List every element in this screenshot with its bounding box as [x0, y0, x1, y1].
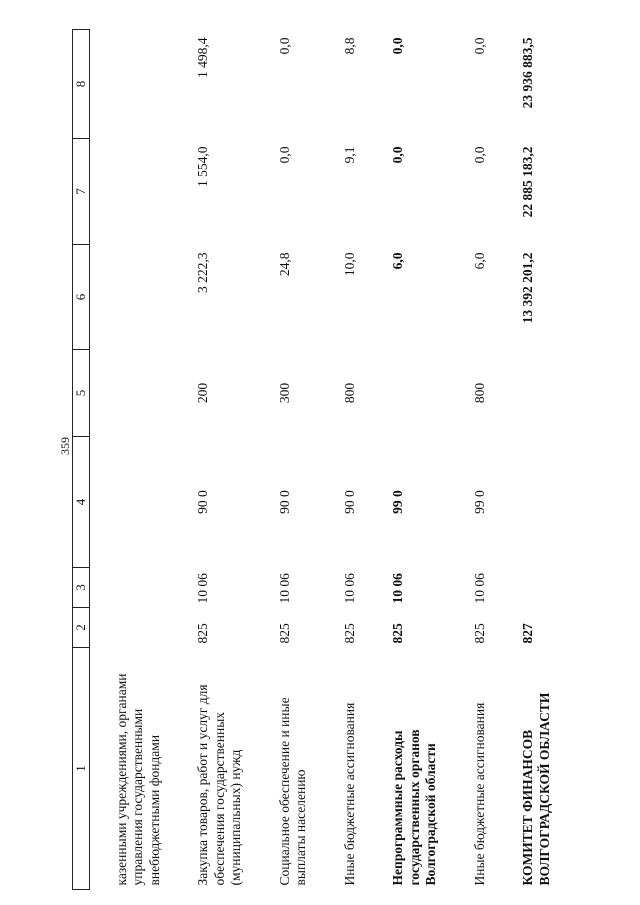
- row-expense-type: [514, 350, 557, 437]
- row-name: Иные бюджетные ассигнования: [341, 702, 357, 886]
- header-col-8: 8: [73, 30, 90, 139]
- row-amount-year1: 24,8: [276, 252, 292, 277]
- header-col-4: 4: [73, 437, 90, 568]
- row-section-code: 10 06: [276, 573, 292, 604]
- header-col-1: 1: [73, 648, 90, 890]
- row-section-code: [90, 568, 190, 608]
- row-expense-type: [384, 350, 465, 437]
- row-amount-year3: [90, 30, 190, 139]
- row-name: КОМИТЕТ ФИНАНСОВ ВОЛГОГРАДСКОЙ ОБЛАСТИ: [520, 692, 552, 886]
- row-ministry-code: [90, 608, 190, 648]
- row-ministry-code: 825: [390, 623, 406, 644]
- row-amount-year1: 10,0: [341, 252, 357, 277]
- row-amount-year3: 23 936 883,5: [520, 37, 536, 109]
- rotated-table-container: [72, 30, 552, 890]
- header-col-5: 5: [73, 350, 90, 437]
- table-row: [384, 30, 465, 890]
- row-amount-year3: 8,8: [341, 37, 357, 55]
- row-target-code: 99 0: [471, 490, 487, 514]
- row-amount-year2: 22 885 183,2: [520, 146, 536, 218]
- row-section-code: 10 06: [390, 573, 406, 604]
- row-amount-year2: 0,0: [390, 146, 406, 164]
- row-section-code: 10 06: [341, 573, 357, 604]
- row-amount-year3: 0,0: [471, 37, 487, 55]
- row-amount-year1: 3 222,3: [195, 252, 211, 293]
- row-amount-year2: [90, 139, 190, 245]
- row-amount-year1: 13 392 201,2: [520, 252, 536, 324]
- row-name: казенными учреждениями, органами управления государственными внебюджетными фондами: [114, 673, 162, 886]
- budget-table: [72, 29, 557, 890]
- row-name: Закупка товаров, работ и услуг для обеспечения государственных (муниципальных) нужд: [195, 684, 244, 886]
- row-ministry-code: 825: [195, 623, 211, 644]
- row-expense-type: 300: [276, 382, 292, 404]
- row-ministry-code: 825: [276, 623, 292, 644]
- table-row: [336, 30, 384, 890]
- row-amount-year3: 0,0: [390, 37, 406, 55]
- row-section-code: 10 06: [195, 573, 211, 604]
- row-section-code: 10 06: [471, 573, 487, 604]
- table-row: [189, 30, 270, 890]
- table-row: [271, 30, 336, 890]
- row-expense-type: [90, 350, 190, 437]
- row-target-code: [90, 437, 190, 568]
- row-expense-type: 800: [471, 382, 487, 404]
- row-ministry-code: 825: [341, 623, 357, 644]
- header-col-6: 6: [73, 245, 90, 350]
- row-amount-year2: 0,0: [276, 146, 292, 164]
- row-expense-type: 800: [341, 382, 357, 404]
- row-target-code: 99 0: [390, 490, 406, 514]
- row-section-code: [514, 568, 557, 608]
- row-name: Иные бюджетные ассигнования: [471, 702, 487, 886]
- page-number: 359: [58, 437, 72, 455]
- row-amount-year1: [90, 245, 190, 350]
- table-row: [90, 30, 190, 890]
- header-col-3: 3: [73, 568, 90, 608]
- row-ministry-code: 827: [520, 623, 536, 644]
- row-target-code: [514, 437, 557, 568]
- row-amount-year1: 6,0: [471, 252, 487, 270]
- row-amount-year2: 1 554,0: [195, 146, 211, 187]
- row-amount-year3: 1 498,4: [195, 37, 211, 78]
- row-target-code: 90 0: [276, 490, 292, 514]
- row-amount-year3: 0,0: [276, 37, 292, 55]
- row-target-code: 90 0: [341, 490, 357, 514]
- row-name: Социальное обеспечение и иные выплаты населению: [276, 697, 309, 886]
- header-col-2: 2: [73, 608, 90, 648]
- table-row: [514, 30, 557, 890]
- row-amount-year2: 9,1: [341, 146, 357, 164]
- row-amount-year2: 0,0: [471, 146, 487, 164]
- row-amount-year1: 6,0: [390, 252, 406, 270]
- column-number-header: [73, 30, 90, 890]
- row-name: Непрограммные расходы государственных органов Волгоградской области: [390, 729, 439, 886]
- row-ministry-code: 825: [471, 623, 487, 644]
- row-expense-type: 200: [195, 382, 211, 404]
- header-col-7: 7: [73, 139, 90, 245]
- row-target-code: 90 0: [195, 490, 211, 514]
- table-row: [466, 30, 514, 890]
